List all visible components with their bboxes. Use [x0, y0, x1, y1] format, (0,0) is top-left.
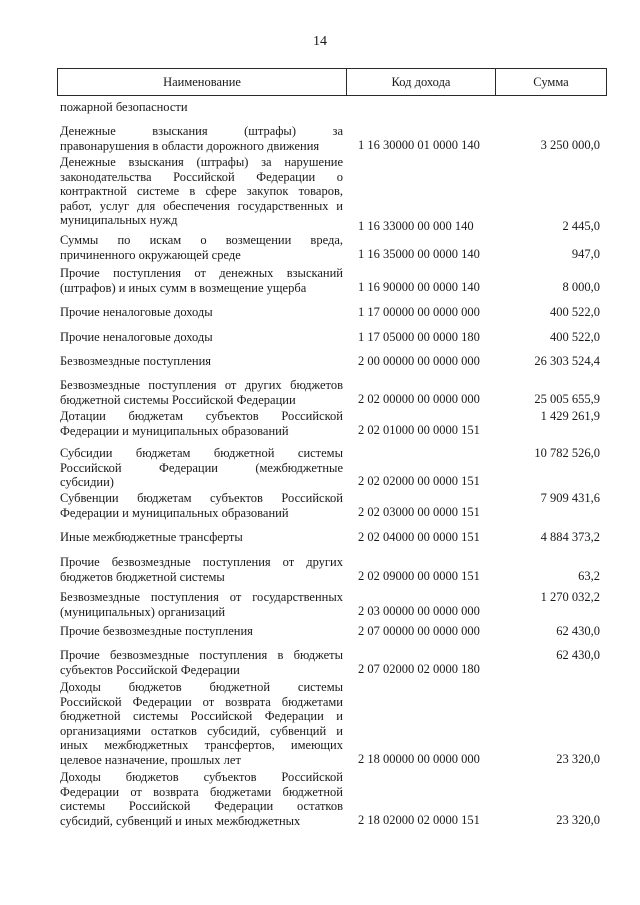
row-name-line: Субвенции бюджетам субъектов Российской: [60, 491, 343, 505]
row-name-line: Федерации от возврата бюджетами бюджетной: [60, 784, 343, 799]
row-code: 1 17 00000 00 0000 000: [358, 305, 480, 319]
table-header: [57, 68, 607, 96]
row-code: 1 16 33000 00 000 140: [358, 219, 474, 233]
row-code: 1 16 90000 00 0000 140: [358, 280, 480, 294]
row-sum: 25 005 655,9: [534, 392, 600, 406]
row-name: [60, 266, 343, 295]
row-name: [60, 648, 343, 677]
header-sum: Сумма: [533, 74, 569, 89]
row-name-line: работ, услуг для обеспечения государственных и: [60, 198, 343, 213]
row-code: 2 07 02000 02 0000 180: [358, 662, 480, 676]
row-name-line: пожарной безопасности: [60, 100, 188, 114]
row-name-line: муниципальных нужд: [60, 213, 178, 227]
row-name-line: Субсидии бюджетам бюджетной системы: [60, 446, 343, 460]
row-name-line: (штрафов) и иных сумм в возмещение ущерба: [60, 280, 307, 295]
row-sum: 23 320,0: [556, 813, 600, 827]
row-name: [60, 770, 343, 828]
row-name-line: субъектов Российской Федерации: [60, 662, 240, 677]
row-name-line: Прочие неналоговые доходы: [60, 330, 213, 344]
row-name-line: Прочие безвозмездные поступления: [60, 624, 253, 638]
row-name: [60, 590, 343, 619]
row-sum: 400 522,0: [550, 330, 600, 344]
row-name-line: Прочие неналоговые доходы: [60, 305, 213, 319]
row-name-line: Безвозмездные поступления: [60, 354, 212, 368]
row-name-line: Денежные взыскания (штрафы) за: [60, 124, 343, 138]
row-sum: 4 884 373,2: [540, 530, 600, 544]
row-name-line: причиненного окружающей среде: [60, 247, 241, 262]
row-name: [60, 680, 343, 767]
row-name-line: правонарушения в области дорожного движения: [60, 138, 320, 153]
row-code: 1 16 35000 00 0000 140: [358, 247, 480, 261]
row-sum: 1 270 032,2: [540, 590, 600, 604]
row-code: 2 02 09000 00 0000 151: [358, 569, 480, 583]
row-name: [60, 233, 343, 262]
row-name: [60, 354, 343, 369]
row-name-line: Дотации бюджетам субъектов Российской: [60, 409, 343, 423]
row-sum: 62 430,0: [556, 624, 600, 638]
row-name-line: Прочие поступления от денежных взысканий: [60, 266, 343, 280]
row-sum: 400 522,0: [550, 305, 600, 319]
row-code: 2 02 02000 00 0000 151: [358, 474, 480, 488]
row-name-line: системы Российской Федерации остатков: [60, 799, 343, 813]
row-sum: 63,2: [578, 569, 600, 583]
row-name: [60, 491, 343, 520]
row-name-line: бюджетов бюджетной системы: [60, 569, 225, 584]
row-sum: 7 909 431,6: [540, 491, 600, 505]
row-sum: 1 429 261,9: [540, 409, 600, 423]
row-sum: 26 303 524,4: [534, 354, 600, 368]
row-name-line: Прочие безвозмездные поступления в бюджеты: [60, 648, 343, 662]
row-name-line: Суммы по искам о возмещении вреда,: [60, 233, 343, 247]
row-code: 2 00 00000 00 0000 000: [358, 354, 480, 368]
row-code: 2 02 00000 00 0000 000: [358, 392, 480, 406]
row-name: [60, 409, 343, 438]
row-name-line: иных межбюджетных трансфертов, имеющих: [60, 738, 343, 752]
row-name-line: Федерации и муниципальных образований: [60, 505, 289, 520]
row-name: [60, 530, 343, 545]
row-name-line: бюджетной системы Российской Федерации: [60, 392, 296, 407]
row-name-line: Доходы бюджетов субъектов Российской: [60, 770, 343, 784]
row-sum: 3 250 000,0: [540, 138, 600, 152]
row-name: [60, 330, 343, 345]
row-name-line: бюджетной системы Российской Федерации и: [60, 709, 343, 723]
row-code: 1 17 05000 00 0000 180: [358, 330, 480, 344]
row-name-line: субсидий, субвенций и иных межбюджетных: [60, 813, 301, 828]
row-name-line: Безвозмездные поступления от других бюджетов: [60, 378, 343, 392]
row-sum: 2 445,0: [562, 219, 600, 233]
row-code: 2 02 03000 00 0000 151: [358, 505, 480, 519]
row-code: 2 07 00000 00 0000 000: [358, 624, 480, 638]
row-code: 2 02 01000 00 0000 151: [358, 423, 480, 437]
row-name-line: Доходы бюджетов бюджетной системы: [60, 680, 343, 694]
row-name-line: субсидии): [60, 475, 114, 489]
row-name: [60, 624, 343, 639]
header-code: Код дохода: [347, 69, 496, 95]
row-code: 2 18 00000 00 0000 000: [358, 752, 480, 766]
row-code: 2 18 02000 02 0000 151: [358, 813, 480, 827]
row-code: 2 02 04000 00 0000 151: [358, 530, 480, 544]
row-name-line: организациями остатков субсидий, субвенций и: [60, 723, 343, 738]
row-name-line: Российской Федерации (межбюджетные: [60, 460, 343, 475]
row-sum: 10 782 526,0: [534, 446, 600, 460]
header-name: Наименование: [58, 69, 347, 95]
row-name-line: контрактной системе в сфере закупок товаров,: [60, 184, 343, 198]
row-name: [60, 446, 343, 490]
row-name: [60, 378, 343, 407]
row-name: [60, 124, 343, 153]
row-code: 2 03 00000 00 0000 000: [358, 604, 480, 618]
row-name-line: (муниципальных) организаций: [60, 604, 226, 619]
row-name-line: законодательства Российской Федерации о: [60, 169, 343, 184]
row-name-line: Федерации и муниципальных образований: [60, 423, 289, 438]
row-name-line: Денежные взыскания (штрафы) за нарушение: [60, 155, 343, 169]
row-name: [60, 100, 343, 115]
row-code: 1 16 30000 01 0000 140: [358, 138, 480, 152]
row-name: [60, 305, 343, 320]
row-name: [60, 555, 343, 584]
row-name-line: Прочие безвозмездные поступления от других: [60, 555, 343, 569]
page-number: 14: [313, 34, 327, 49]
row-name: [60, 155, 343, 228]
row-sum: 23 320,0: [556, 752, 600, 766]
row-name-line: Безвозмездные поступления от государственных: [60, 590, 343, 604]
row-name-line: Иные межбюджетные трансферты: [60, 530, 243, 544]
row-sum: 947,0: [571, 247, 600, 261]
row-name-line: целевое назначение, прошлых лет: [60, 752, 241, 767]
row-name-line: Российской Федерации от возврата бюджетами: [60, 694, 343, 709]
row-sum: 62 430,0: [556, 648, 600, 662]
row-sum: 8 000,0: [562, 280, 600, 294]
